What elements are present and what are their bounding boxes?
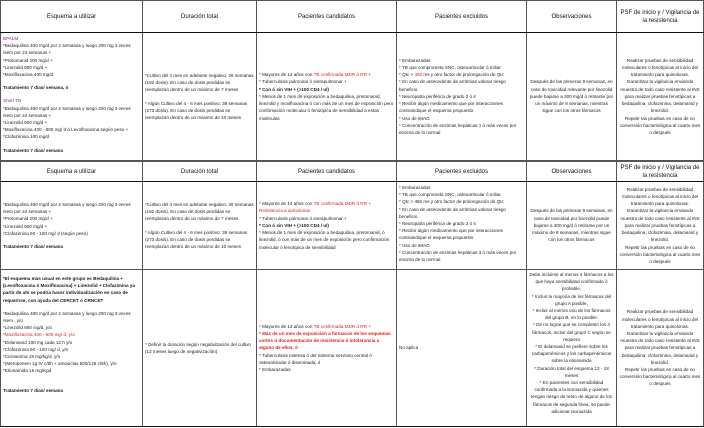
drug-line: *Clofazimina 50 - 100 mg/ d, y/o — [3, 346, 69, 352]
observation-text: * En pacientes con sensibilidad confirmada a la isoniazida y quienes tengan riesgo de retiro de alguno de los fármacos de segunda línea, se puede adicionar isoniazida — [531, 380, 612, 414]
candidate-line: * Con ó sin VIH + (>100 CD4 / ul) — [259, 86, 329, 92]
drug-line: *Bedaquilina 400 mg/d por 2 semanas y luego 200 mg 3 veces /sem por 24 semanas + — [3, 201, 131, 215]
table-row-long-scheme — [0, 270, 704, 427]
header-excluidos: Pacientes excluidos — [396, 1, 526, 32]
drug-line: *Moxifloxacina 400 mg/d — [3, 72, 54, 78]
treatment-note: Tratamiento 7 días/ semana, ó — [3, 85, 69, 91]
drug-line: *Linezolid 600 mg/d, y/o — [3, 325, 53, 331]
exclusion-line: * Neuropatía periférica de grado 3 ó 4 — [399, 93, 476, 99]
drug-line: *Etionamida 15 mg/Kgd — [3, 368, 52, 374]
duration-text: * Definir la duración según negativización del cultivo (12 meses luego de negativización) — [145, 341, 251, 354]
exclusion-line: * Recibir algún medicamento que por interacciones contraindique el esquema propuesto — [399, 228, 503, 241]
psf-text: Repetir las pruebas en caso de no conversión bacteriológica al cuarto mes o después — [619, 115, 701, 135]
candidate-line: * Menos de 1 mes de exposición a bedaquilina, pretomanid, ó linezolid, ó con más de un mes de exposición pero confirmación molecular ó fenotípica de sensibilidad — [259, 230, 390, 250]
psf-text: Repetir las pruebas en caso de no conversión bacteriológica al cuarto mes o después — [619, 244, 701, 264]
cell-excluidos — [396, 33, 526, 160]
table-header-2 — [0, 161, 704, 182]
cell-duracion — [142, 182, 256, 269]
drug-line: *(Meropenem 1g IV c/8h + amoxiclav 500/125 c/8h), y/o — [3, 361, 117, 367]
header-duracion: Duración total — [142, 1, 256, 32]
drug-line: *Delamanid 100 mg cada 12 h y/o — [3, 339, 73, 345]
treatment-note: Tratamiento 7 días/ semana — [3, 243, 63, 249]
drug-line: *Clofazimina 100 mg/d — [3, 134, 50, 140]
psf-text: Repetir las pruebas en caso de no conversión bacteriológica al cuarto mes o después — [619, 367, 701, 387]
psf-text: Garantizar la vigilancia enviando muestra de todo caso resistente al INS para realizar pruebas fenotípicas a bedaquilina, clofazimina, delamanid y linezolid. — [620, 208, 700, 243]
psf-text: Garantizar la vigilancia enviando muestra de todo caso resistente al INS para realizar pruebas fenotípicas a bedaquilina, clofazimina, delamanid y linezolid. — [620, 79, 700, 114]
candidate-line: * Mayores de 14 años con TB confirmada MDR ó RR + — [259, 323, 371, 329]
exclusion-line: * Qtc > 450 ms y otro factor de prolongación de Qtc — [399, 199, 504, 205]
drug-line: *Bedaquilina 400 mg/d por 2 semanas y luego 200 mg 3 veces /sem , y/o — [3, 310, 131, 324]
psf-text: Garantizar la vigilancia enviando muestra de todo caso resistente al INS para realizar pruebas fenotípicas a bedaquilina, clofazimina, delamanid y linezolid. — [620, 330, 700, 365]
exclusion-line: * Concentración de enzimas hepáticas 3 ó más veces por encima de lo normal — [399, 122, 517, 135]
drug-line: *Pretomanid 200 mg/d + — [3, 57, 53, 63]
header-observaciones: Observaciones — [526, 1, 616, 32]
header-psf: PSF de inicio y / Vigilancia de la resistencia — [616, 162, 704, 181]
exclusion-line: * Uso de IMAO — [399, 115, 430, 121]
header-psf: PSF de inicio y / Vigilancia de la resistencia — [616, 1, 704, 32]
observation-text: * Incluir la mayoría de los fármacos del grupo A posible, — [531, 293, 612, 306]
bpalm-title: BPALM — [3, 36, 19, 41]
candidate-line: * Con ó sin VIH + (>100 CD4 / ul) — [259, 222, 329, 228]
cell-observaciones — [526, 33, 616, 160]
exclusion-line: * Uso de IMAO — [399, 242, 430, 248]
candidate-line: * Mayores de 14 años con TB confirmada MDR ó RR + Resistencia a quinolonas — [259, 201, 371, 214]
exclusion-line: * Concentración de enzimas hepáticas 3 ó más veces por encima de lo normal — [399, 249, 517, 263]
exclusion-line: * Embarazadas — [399, 185, 431, 190]
short-tb-title: Short TB — [3, 98, 22, 104]
cell-psf — [616, 182, 704, 269]
treatment-note: Tratamiento 7 días/ semana — [3, 387, 63, 393]
drug-line: *Moxifloxacina 400 - 800 mg/ d, y/o — [3, 332, 75, 338]
psf-text: Realizar pruebas de sensibilidad moleculares o fenotípicas al inicio del tratamiento para quinolonas. — [621, 309, 699, 329]
cell-candidatos — [256, 270, 396, 426]
exclusion-line: * Embarazadas — [399, 57, 431, 63]
candidate-line: * Más de un mes de exposición a fármacos de los esquemas cortos ó documentación de resistencia ó intolerancia a alguno de ellos, ó — [259, 330, 391, 351]
observation-text: Debe incluirse al menos 4 fármacos a los que haya sensibilidad confirmada ó probable, — [529, 272, 614, 292]
header-duracion: Duración total — [142, 162, 256, 181]
exclusion-line: * TB que comprometa SNC, osteoarticular ó miliar — [399, 192, 501, 198]
psf-text: Realizar pruebas de sensibilidad moleculares o fenotípicas al inicio del tratamiento para quinolonas. — [621, 186, 699, 207]
candidate-line: * Mayores de 14 años con TB confirmada MDR ó RR + — [259, 72, 371, 78]
drug-line: *Moxifloxacina 400 - 800 mg/ d ó Levofloxacina según peso + — [3, 127, 129, 133]
candidate-line: * Menos de 1 mes de exposición a bedaquilina, pretomanid, linezolid y moxifloxacina ó con más de un mes de exposición pero confirmación molecular ó fenotípica de sensibilidad a estas moléculas — [259, 93, 394, 121]
exclusion-line: * Recibir algún medicamento que por interacciones contraindique el esquema propuesto — [399, 101, 503, 114]
cell-esquema — [0, 33, 142, 160]
cell-excluidos — [396, 270, 526, 426]
candidate-line: * Embarazadas. — [259, 367, 292, 372]
header-excluidos: Pacientes excluidos — [396, 162, 526, 181]
table-row-bpal — [0, 182, 704, 270]
observation-text: * El delamanid se prefiere sobre los carbapenémicos y los carbapenémicos sobre la etionamida — [531, 344, 612, 364]
cell-observaciones — [526, 182, 616, 269]
psf-text: Realizar pruebas de sensibilidad moleculares o fenotípicas al inicio del tratamiento para quinolonas. — [621, 57, 699, 78]
table-header-1 — [0, 0, 704, 33]
observation-text: Después de las primeras 9 semanas, en caso de toxicidad relevante por linezolid puede bajarse a 300 mg/d ó retirarse por un máximo de 8 semanas, mientras sigue con los otros fármacos — [529, 79, 614, 114]
header-esquema: Esquema a utilizar — [0, 1, 142, 32]
cell-psf — [616, 270, 704, 426]
observation-text: * Duración total del esquema 12 - 18 meses — [534, 365, 609, 378]
cell-candidatos — [256, 33, 396, 160]
treatment-note: Tratamiento 7 días/ semana — [3, 147, 63, 153]
observation-text: * Incluir al menos uno de los fármacos del grupo B, en lo posible. — [532, 308, 611, 321]
header-candidatos: Pacientes candidatos — [256, 1, 396, 32]
drug-line: *Clofazimina 50 - 100 mg/ d (según peso) — [3, 230, 88, 236]
exclusion-line: * Qtc > 450 ms y otro factor de prolongación de Qtc — [399, 72, 504, 78]
exclusion-line: * TB que comprometa SNC, osteoarticular ó miliar — [399, 65, 501, 71]
drug-line: *Linezolid 600 mg/d + — [3, 64, 48, 70]
header-candidatos: Pacientes candidatos — [256, 162, 396, 181]
cell-esquema — [0, 182, 142, 269]
duration-text: *Cultivo del 4 mes en adelante negativo: 26 semanas (182 dosis). En caso de dosis perdidas se reemplazan dentro de un máximo de 7 meses — [145, 72, 254, 93]
cell-esquema — [0, 270, 142, 426]
cell-psf — [616, 33, 704, 160]
observation-text: Después de las primeras 9 semanas, en caso de toxicidad por linezolid puede bajarse a 300 mg/d ó retirarse por un máximo de 8 semanas, mientras sigue con los otros fármacos — [530, 208, 613, 243]
candidate-line: * Tuberculosis pulmonar ó extrapulmonar + — [259, 79, 347, 85]
cell-candidatos — [256, 182, 396, 269]
duration-text: * Algún Cultivo del 4 - 6 mes positivo: 39 semanas (273 dosis). En caso de dosis perdidas se reemplazan dentro de un máximo de 10 meses — [145, 100, 248, 120]
exclusion-text: No aplica — [399, 345, 419, 351]
drug-line: *Bedaquilina 400 mg/d por 2 semanas y luego 200 mg 3 veces /sem por 24 semanas + — [3, 43, 131, 56]
header-esquema: Esquema a utilizar — [0, 162, 142, 181]
candidate-line: * Tuberculosis pulmonar ó extrapulmonar + — [259, 215, 347, 221]
drug-line: *Bedaquilina 400 mg/d por 2 semanas y luego 200 mg 3 veces /sem por 24 semanas + — [3, 105, 131, 118]
cell-duracion — [142, 270, 256, 426]
table-row-bpalm — [0, 33, 704, 161]
cell-excluidos — [396, 182, 526, 269]
drug-line: *Linezolid 600 mg/d + — [3, 223, 48, 229]
cell-observaciones — [526, 270, 616, 426]
exclusion-line: * Neuropatía periférica de grado 3 ó 4 — [399, 221, 476, 227]
duration-text: *Cultivo del 4 mes en adelante negativo: 26 semanas (182 dosis). En caso de dosis perdidas se reemplazan dentro de un máximo de 7 meses — [145, 201, 254, 222]
header-observaciones: Observaciones — [526, 162, 616, 181]
duration-text: * Algún Cultivo del 4 - 6 mes positivo: 39 semanas (273 dosis). En caso de dosis perdidas se reemplazan dentro de un máximo de 10 meses — [145, 229, 248, 249]
drug-line: *Linezolid 600 mg/d + — [3, 120, 48, 126]
cell-duracion — [142, 33, 256, 160]
scheme-intro: *El esquema más usual en este grupo es Bedaquilina + (Levofloxacina ó Moxifloxacina) + Linezolid + Clofazimina ya partir de ahí se podría hacer individualización en caso de requerirse, con ayuda del CERCET ó CRNCET — [3, 276, 135, 303]
drug-line: *Pretomanid 200 mg/d + — [3, 216, 53, 222]
observation-text: * De no lograr que se completen los 4 fármacos, incluir del grupo C según se requiera — [532, 322, 611, 342]
exclusion-line: * En caso de antecedente de arritmias valorar riesgo beneficio — [399, 206, 506, 219]
candidate-line: * Tuberculosis extensa ó del Sistema nervioso central ó osteoarticular ó diseminada, ó — [259, 352, 372, 365]
exclusion-line: * En caso de antecedente de arritmias valorar riesgo beneficio — [399, 79, 506, 92]
drug-line: *Cicloserina 15 mg/kg/d, y/o — [3, 354, 61, 360]
